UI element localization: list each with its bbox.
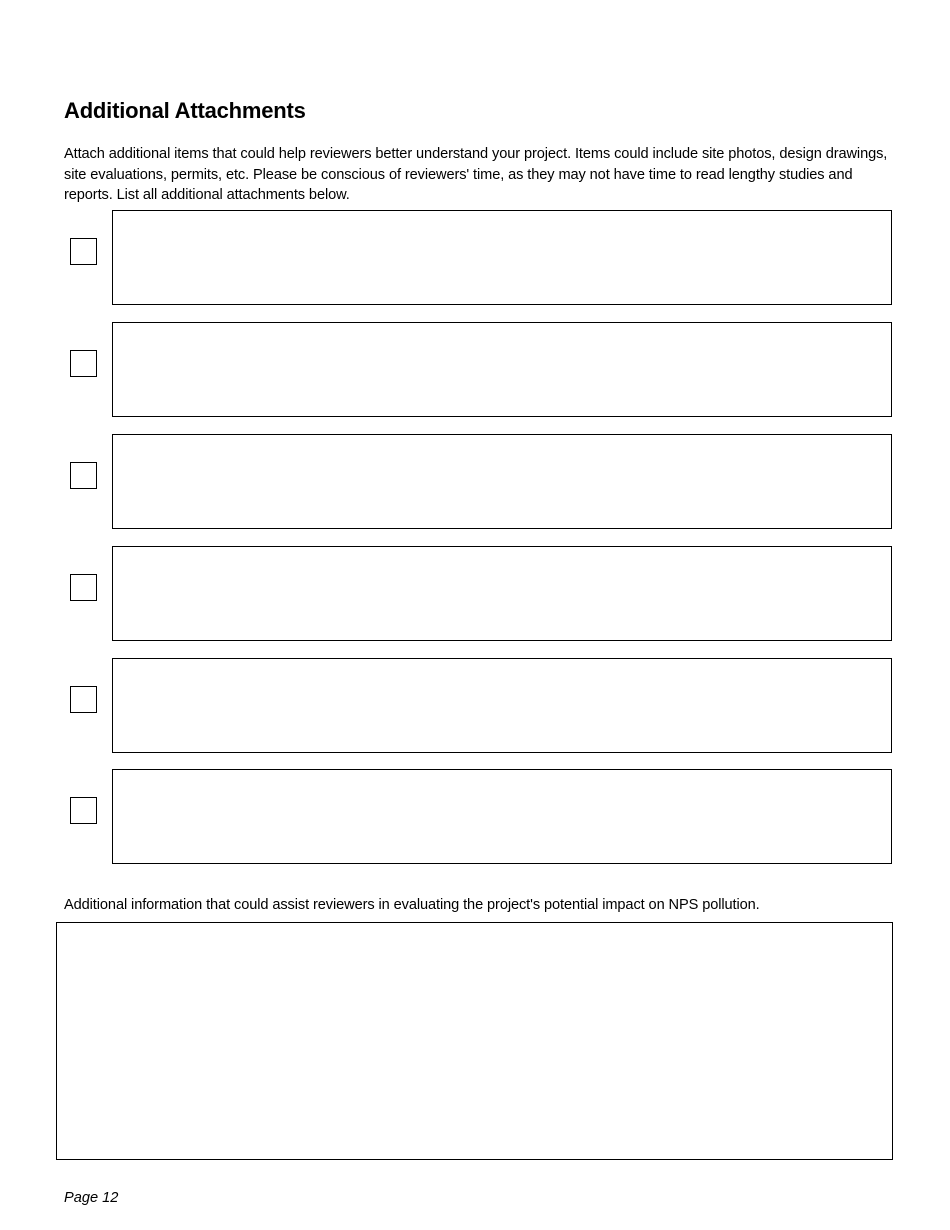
attachment-field-3[interactable] xyxy=(112,434,892,529)
attachment-field-1[interactable] xyxy=(112,210,892,305)
section-heading: Additional Attachments xyxy=(64,98,306,123)
attachment-field-2[interactable] xyxy=(112,322,892,417)
section-instructions: Attach additional items that could help reviewers better understand your project. Items could include site photos, design drawings, site evaluations, permits, etc. Please be conscious of reviewers' time, as they may not have time to read lengthy studies and reports. List all additional attachments below. xyxy=(64,146,888,203)
attachment-field-4[interactable] xyxy=(112,546,892,641)
attachment-checkbox-1[interactable] xyxy=(70,238,97,265)
attachment-checkbox-3[interactable] xyxy=(70,462,97,489)
attachment-row-5 xyxy=(0,658,950,755)
attachment-field-5[interactable] xyxy=(112,658,892,753)
page-number: Page 12 xyxy=(64,1190,119,1206)
attachment-field-6[interactable] xyxy=(112,769,892,864)
attachment-checkbox-4[interactable] xyxy=(70,574,97,601)
additional-info-label: Additional information that could assist reviewers in evaluating the project's potential impact on NPS pollution. xyxy=(64,897,760,913)
attachment-row-6 xyxy=(0,769,950,866)
attachment-row-4 xyxy=(0,546,950,643)
attachment-checkbox-5[interactable] xyxy=(70,686,97,713)
attachment-checkbox-2[interactable] xyxy=(70,350,97,377)
attachment-row-1 xyxy=(0,210,950,307)
attachment-row-2 xyxy=(0,322,950,419)
attachment-row-3 xyxy=(0,434,950,531)
additional-info-field[interactable] xyxy=(56,922,893,1160)
attachment-checkbox-6[interactable] xyxy=(70,797,97,824)
